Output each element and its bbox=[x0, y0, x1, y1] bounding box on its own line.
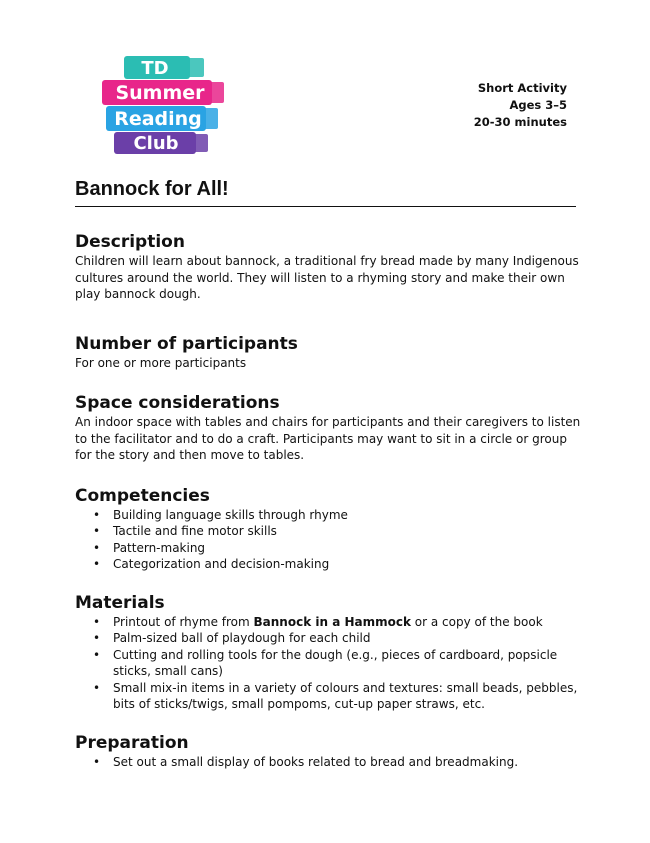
list-item: • Palm-sized ball of playdough for each child bbox=[113, 630, 585, 647]
preparation-heading: Preparation bbox=[75, 732, 189, 753]
list-item: • Categorization and decision-making bbox=[113, 556, 585, 573]
list-item: • Building language skills through rhyme bbox=[113, 507, 585, 524]
book-title: Bannock in a Hammock bbox=[253, 614, 411, 629]
preparation-section bbox=[75, 733, 585, 771]
description-section bbox=[75, 232, 585, 303]
td-summer-reading-club-logo bbox=[102, 56, 226, 154]
preparation-list bbox=[75, 754, 585, 771]
activity-ages: Ages 3–5 bbox=[509, 98, 567, 112]
list-item: • Pattern-making bbox=[113, 540, 585, 557]
participants-text: For one or more participants bbox=[75, 355, 247, 370]
competencies-section bbox=[75, 486, 585, 573]
activity-duration: 20-30 minutes bbox=[473, 115, 567, 129]
activity-type: Short Activity bbox=[477, 81, 567, 95]
list-item bbox=[113, 614, 585, 631]
logo-line2: Summer bbox=[115, 82, 205, 104]
materials-heading: Materials bbox=[75, 592, 165, 613]
space-text: An indoor space with tables and chairs for participants and their caregivers to listen to the facilitator and to do a craft. Participants may want to sit in a circle or group for the story and then move to tables. bbox=[75, 415, 581, 462]
list-item: • Small mix-in items in a variety of colours and textures: small beads, pebbles, bits of sticks/twigs, small pompoms, cut-up paper straws, etc. bbox=[113, 680, 585, 713]
activity-meta bbox=[474, 80, 567, 131]
participants-section bbox=[75, 334, 585, 372]
list-item: • Set out a small display of books related to bread and breadmaking. bbox=[113, 754, 585, 771]
space-heading: Space considerations bbox=[75, 393, 280, 413]
description-text: Children will learn about bannock, a traditional fry bread made by many Indigenous cultures around the world. They will listen to a rhyming story and make their own play bannock dough. bbox=[75, 254, 579, 301]
participants-heading: Number of participants bbox=[75, 333, 298, 354]
description-heading: Description bbox=[75, 232, 185, 252]
page-title: Bannock for All! bbox=[75, 178, 576, 207]
materials-list bbox=[75, 614, 585, 713]
space-section bbox=[75, 393, 585, 464]
material-1-suffix: or a copy of the book bbox=[410, 614, 543, 629]
list-item: • Cutting and rolling tools for the dough (e.g., pieces of cardboard, popsicle sticks, small cans) bbox=[113, 647, 585, 680]
competencies-heading: Competencies bbox=[75, 485, 210, 506]
materials-section bbox=[75, 593, 585, 713]
document-body bbox=[75, 232, 585, 770]
material-1-prefix: Printout of rhyme from bbox=[113, 614, 254, 629]
logo-line1: TD bbox=[141, 58, 169, 79]
logo-line3: Reading bbox=[114, 108, 202, 130]
logo-line4: Club bbox=[133, 133, 179, 154]
list-item: • Tactile and fine motor skills bbox=[113, 523, 585, 540]
competencies-list bbox=[75, 507, 585, 573]
